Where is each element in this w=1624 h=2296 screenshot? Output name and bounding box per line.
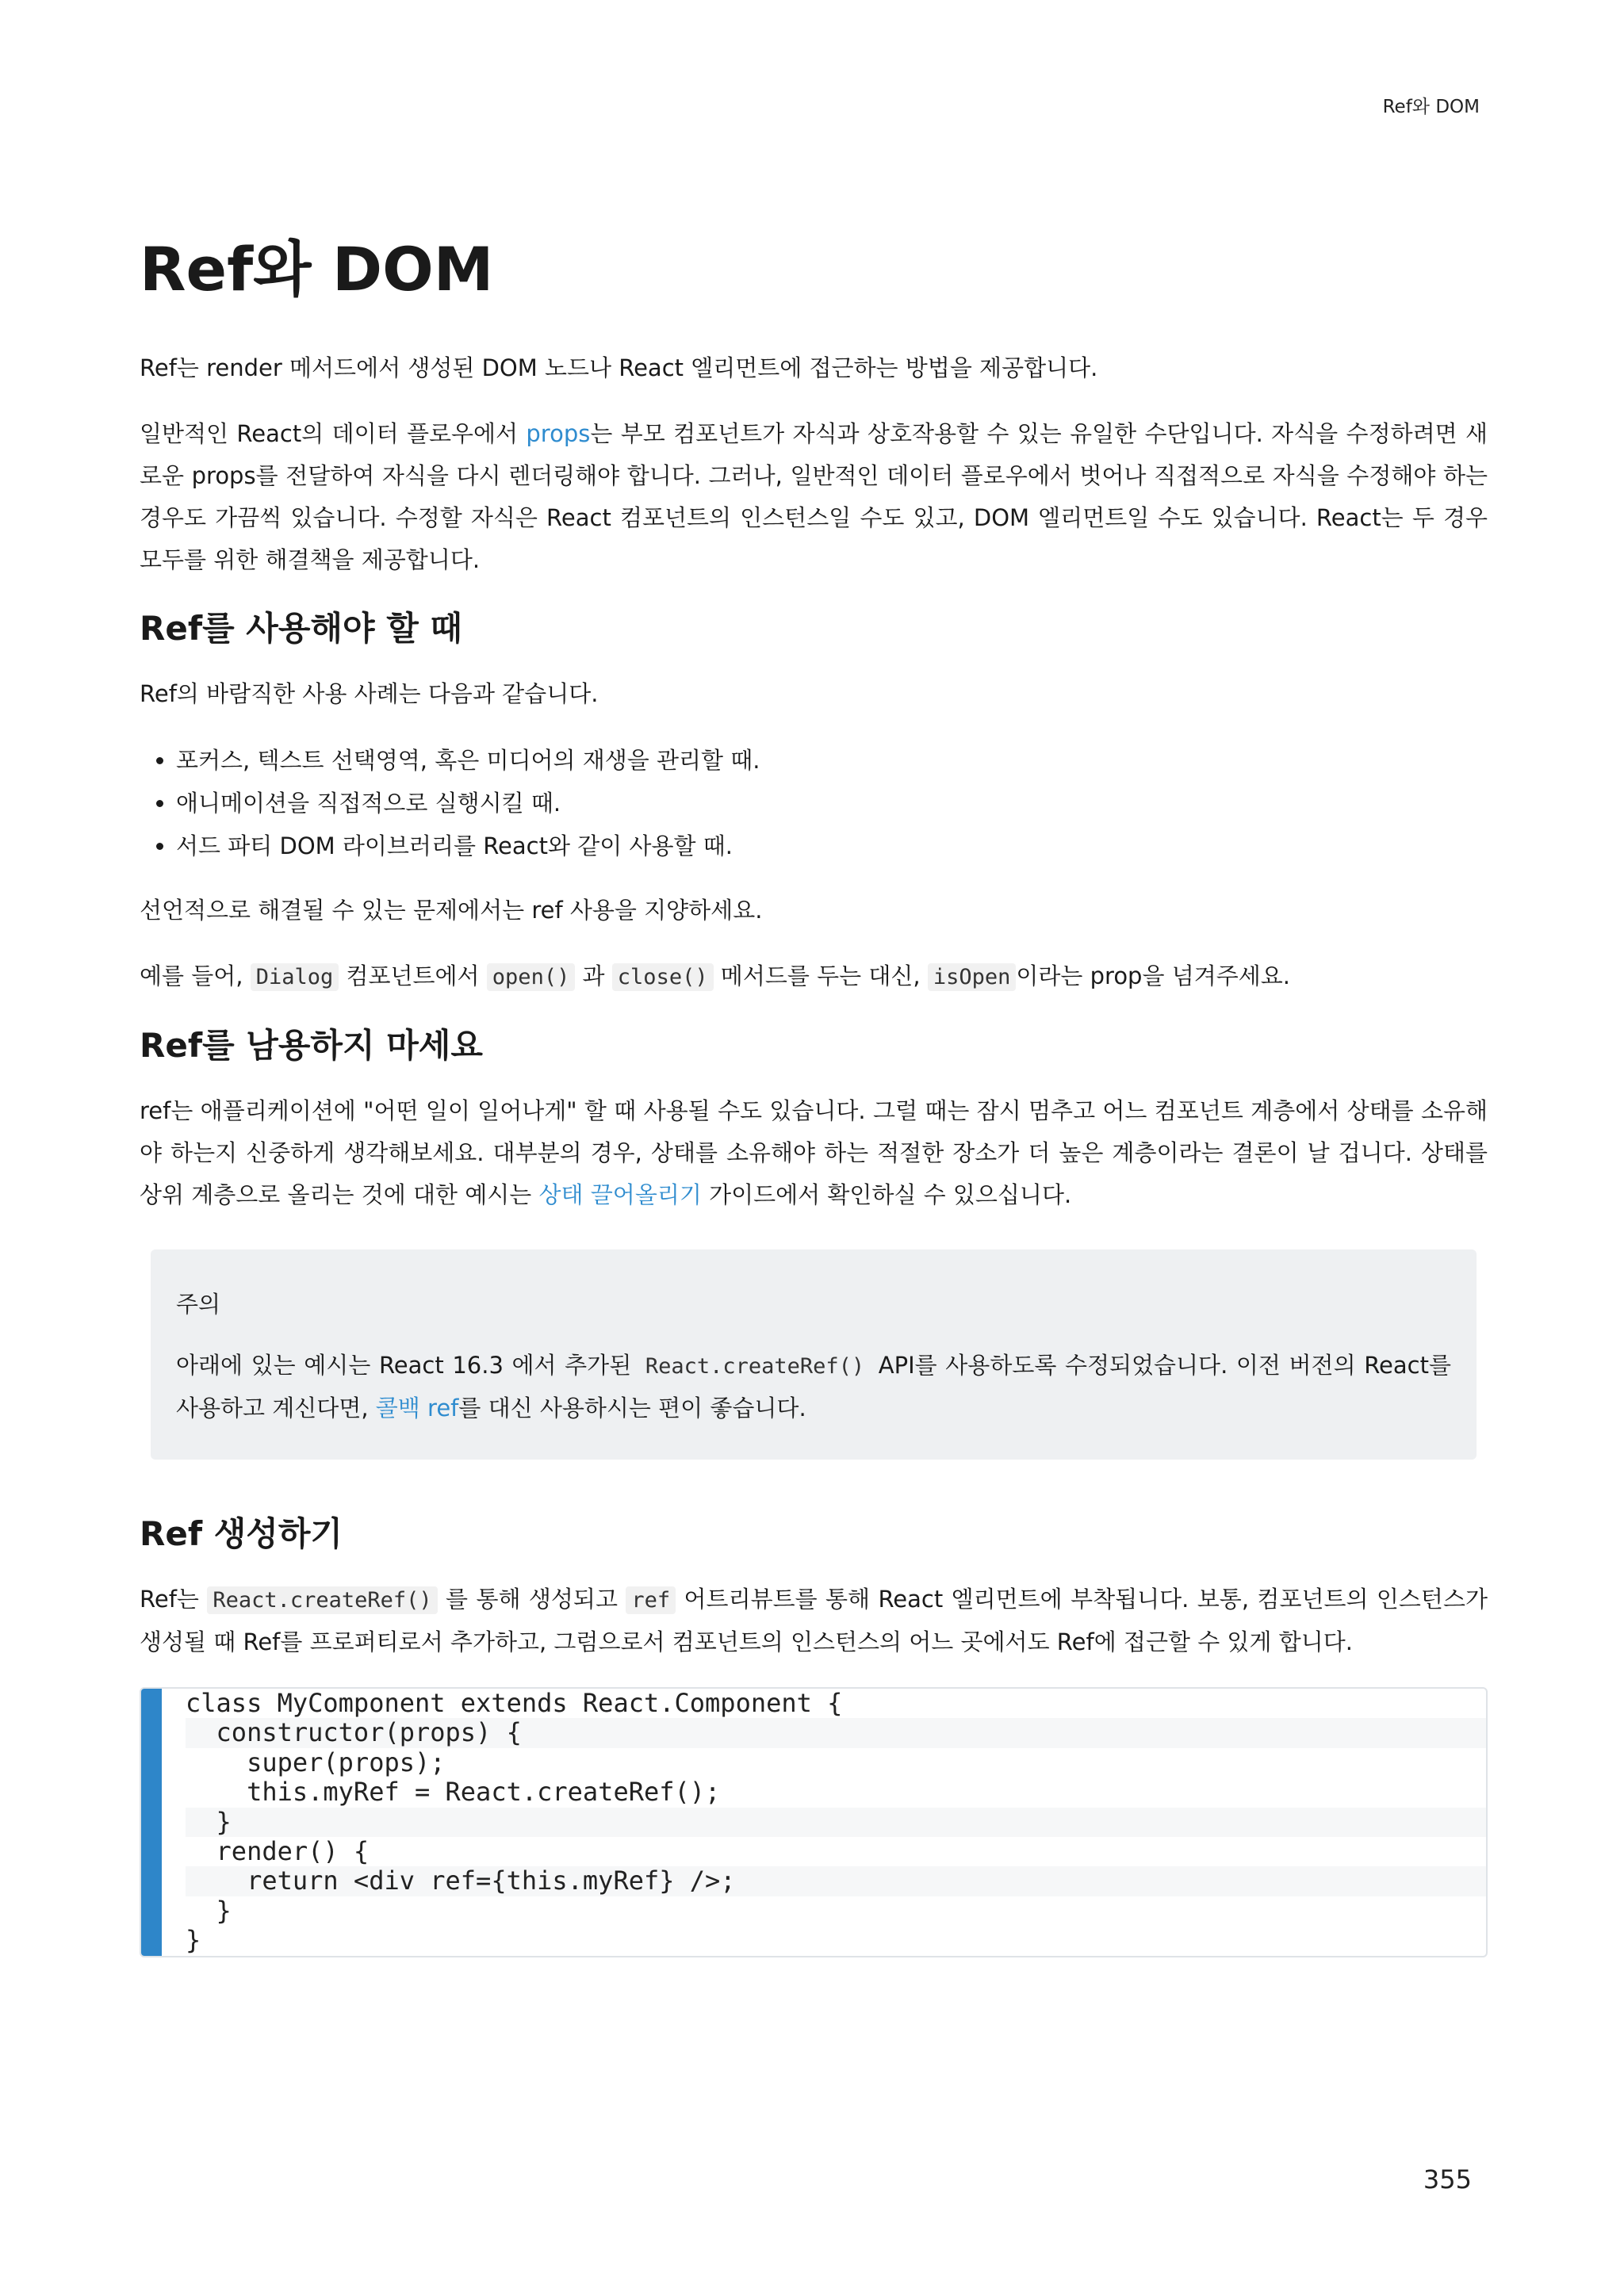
code-line: constructor(props) { <box>186 1718 1486 1747</box>
inline-code-createref: React.createRef() <box>645 1354 865 1379</box>
code-line: } <box>186 1895 232 1926</box>
note-text: API를 사용하도록 수정되었습니다. 이전 버전의 React를 사용하고 계신다면, <box>176 1352 1451 1422</box>
dataflow-text-after: 는 부모 컴포넌트가 자식과 상호작용할 수 있는 유일한 수단입니다. 자식을 수정하려면 새로운 props를 전달하여 자식을 다시 렌더링해야 합니다. 그러나, 일반적인 데이터 플로우에서 벗어나 직접적으로 자식을 수정해야 하는 경우도 가끔씩 있습니다. 수정할 자식은 React 컴포넌트의 인스턴스일 수도 있고, DOM 엘리먼트일 수도 있습니다. React는 두 경우 모두를 위한 해결책을 제공합니다. <box>140 420 1488 573</box>
page-title: Ref와 DOM <box>140 234 494 304</box>
overuse-paragraph <box>140 1090 1488 1216</box>
note-box <box>151 1249 1477 1460</box>
intro-paragraph: Ref는 render 메서드에서 생성된 DOM 노드나 React 엘리먼트에 접근하는 방법을 제공합니다. <box>140 354 1098 381</box>
create-text: 를 통해 생성되고 <box>437 1586 626 1613</box>
code-line: return <div ref={this.myRef} />; <box>186 1866 1486 1896</box>
page-content <box>140 230 1488 1957</box>
create-text: Ref는 <box>140 1586 208 1613</box>
dataflow-text-before: 일반적인 React의 데이터 플로우에서 <box>140 420 527 447</box>
props-link[interactable]: props <box>526 420 591 447</box>
section-heading-when-to-use: Ref를 사용해야 할 때 <box>140 609 462 648</box>
list-item: • 포커스, 텍스트 선택영역, 혹은 미디어의 재생을 관리할 때. <box>176 739 1488 782</box>
inline-code-close: close() <box>612 963 714 991</box>
note-text: 아래에 있는 예시는 React 16.3 에서 추가된 <box>176 1352 640 1379</box>
list-item: • 애니메이션을 직접적으로 실행시킬 때. <box>176 782 1488 825</box>
list-item: • 서드 파티 DOM 라이브러리를 React와 같이 사용할 때. <box>176 825 1488 867</box>
code-content <box>141 1689 1486 1956</box>
inline-code-dialog: Dialog <box>251 963 339 991</box>
running-header: Ref와 DOM <box>1382 97 1480 117</box>
lifting-state-up-link[interactable]: 상태 끌어올리기 <box>538 1181 702 1208</box>
overuse-text-after: 가이드에서 확인하실 수 있으십니다. <box>701 1181 1072 1208</box>
use-cases-intro: Ref의 바람직한 사용 사례는 다음과 같습니다. <box>140 680 599 707</box>
inline-code-ref: ref <box>626 1586 676 1614</box>
inline-code-isopen: isOpen <box>928 963 1017 991</box>
example-text: 예를 들어, <box>140 962 251 989</box>
example-text: 과 <box>575 962 612 989</box>
callback-ref-link[interactable]: 콜백 ref <box>375 1395 459 1422</box>
overuse-text-before: ref는 애플리케이션에 "어떤 일이 일어나게" 할 때 사용될 수도 있습니다. 그럴 때는 잠시 멈추고 어느 컴포넌트 계층에서 상태를 소유해야 하는지 신중하게 생각해보세요. 대부분의 경우, 상태를 소유해야 하는 적절한 장소가 더 높은 계층이라는 결론이 날 겁니다. 상태를 상위 계층으로 올리는 것에 대한 예시는 <box>140 1097 1488 1208</box>
section-heading-dont-overuse: Ref를 남용하지 마세요 <box>140 1026 483 1065</box>
create-text: 어트리뷰트를 통해 React 엘리먼트에 부착됩니다. 보통, 컴포넌트의 인스턴스가 생성될 때 Ref를 프로퍼티로서 추가하고, 그럼으로서 컴포넌트의 인스턴스의 어느 곳에서도 Ref에 접근할 수 있게 합니다. <box>140 1586 1488 1655</box>
example-text: 메서드를 두는 대신, <box>713 962 928 989</box>
use-cases-list <box>140 739 1488 867</box>
code-line: } <box>186 1925 201 1956</box>
declarative-advice: 선언적으로 해결될 수 있는 문제에서는 ref 사용을 지양하세요. <box>140 897 763 924</box>
code-line: } <box>186 1808 1486 1837</box>
dialog-example-paragraph <box>140 955 1488 998</box>
code-block <box>140 1687 1488 1957</box>
creating-refs-paragraph <box>140 1578 1488 1663</box>
code-line: render() { <box>186 1836 370 1867</box>
dataflow-paragraph <box>140 413 1488 581</box>
code-line: super(props); <box>186 1747 446 1777</box>
example-text: 이라는 prop을 넘겨주세요. <box>1016 962 1290 989</box>
code-block-accent-bar <box>141 1689 162 1956</box>
note-body <box>176 1345 1451 1429</box>
section-heading-creating-refs: Ref 생성하기 <box>140 1514 343 1553</box>
code-line: this.myRef = React.createRef(); <box>186 1777 721 1808</box>
inline-code-createref: React.createRef() <box>207 1586 437 1614</box>
example-text: 컴포넌트에서 <box>339 962 487 989</box>
code-line: class MyComponent extends React.Component { <box>186 1688 843 1718</box>
page-number: 355 <box>1423 2164 1472 2195</box>
note-title: 주의 <box>176 1291 221 1318</box>
inline-code-open: open() <box>487 963 576 991</box>
note-text: 를 대신 사용하시는 편이 좋습니다. <box>458 1395 806 1422</box>
